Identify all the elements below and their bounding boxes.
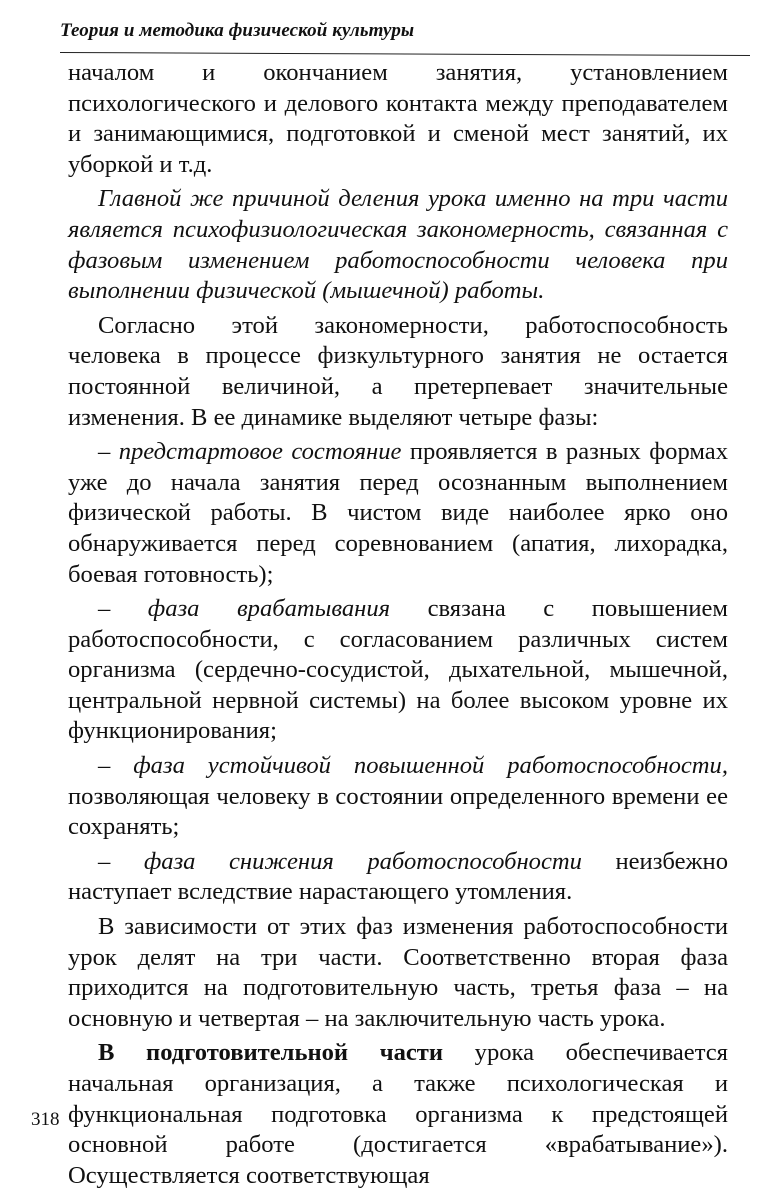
paragraph-lesson-parts: В зависимости от этих фаз изменения работоспособности урок делят на три части. Соответственно вторая фаза приходится на подготовительную часть, третья фаза – на основную и четвертая – на заключительную часть урока.	[68, 913, 728, 1032]
text-stable-phase: позволяющая человеку в состоянии определенного времени ее сохранять;	[68, 782, 728, 841]
paragraph-main-reason: Главной же причиной деления урока именно на три части является психофизиологическая закономерность, связанная с фазовым изменением работоспособности человека при выполнении физической (мышечной) работы.	[68, 185, 728, 305]
list-item-prestart	[68, 437, 728, 590]
list-item-decline-phase	[68, 847, 728, 908]
page-number: 318	[31, 1109, 60, 1130]
page-body	[68, 58, 728, 1195]
list-item-stable-phase	[68, 751, 728, 843]
paragraph-regularity: Согласно этой закономерности, работоспособность человека в процессе физкультурного занятия не остается постоянной величиной, а претерпевает значительные изменения. В ее динамике выделяют четыре фазы:	[68, 311, 728, 431]
text-preparatory-part: урока обеспечивается начальная организация, а также психологическая и функциональная подготовка организма к предстоящей основной работе (достигается «врабатывание»). Осуществляется соответствующая	[68, 1039, 728, 1189]
paragraph-continuation: началом и окончанием занятия, установлением психологического и делового контакта между преподавателем и занимающимися, подготовкой и сменой мест занятий, их уборкой и т.д.	[68, 59, 728, 178]
paragraph-preparatory-part	[68, 1038, 728, 1191]
running-header: Теория и методика физической культуры	[60, 20, 415, 41]
list-item-warmup-phase	[68, 594, 728, 747]
term-decline-phase: – фаза снижения работоспособности	[98, 847, 582, 875]
header-rule	[60, 52, 750, 56]
term-stable-phase: – фаза устойчивой повышенной работоспособности,	[98, 752, 728, 780]
text-decline-phase: неизбежно наступает вследствие нарастающего утомления.	[68, 847, 728, 906]
text-prestart: проявляется в разных формах уже до начала занятия перед осознанным выполнением физической работы. В чистом виде наиболее ярко оно обнаруживается перед соревнованием (апатия, лихорадка, боевая готовность);	[68, 438, 728, 588]
term-preparatory-part: В подготовительной части	[98, 1039, 444, 1067]
term-prestart: – предстартовое состояние	[98, 438, 402, 466]
term-warmup-phase: – фаза врабатывания	[98, 595, 391, 623]
text-warmup-phase: связана с повышением работоспособности, с согласованием различных систем организма (сердечно-сосудистой, дыхательной, мышечной, центральной нервной системы) на более высоком уровне их функционирования;	[68, 595, 728, 745]
